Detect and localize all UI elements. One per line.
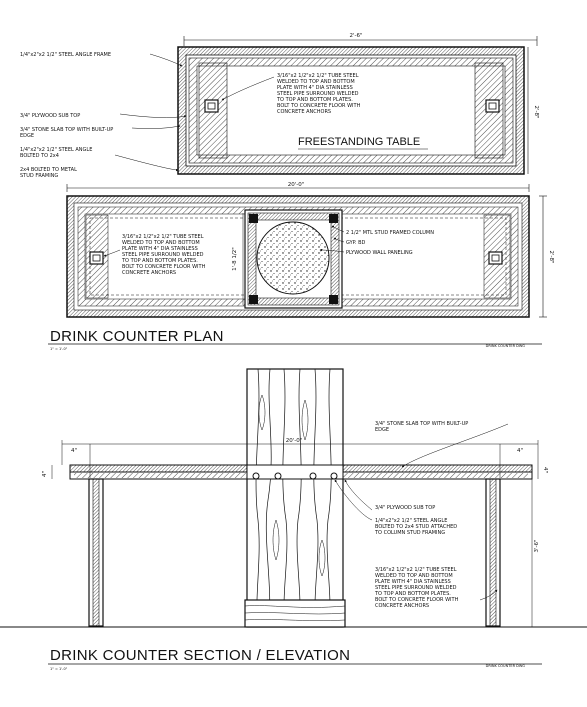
note-tube-steel-2: WELDED TO TOP AND BOTTOM — [277, 79, 355, 85]
plan-note-tube-3: PLATE WITH 4" DIA STAINLESS — [122, 246, 198, 252]
plan-sheet-ref: DRINK COUNTER DWG — [485, 344, 525, 348]
note-steel-angle-1: 1/4"x2"x2 1/2" STEEL ANGLE — [20, 147, 93, 153]
note-tube-steel-5: TO TOP AND BOTTOM PLATES. — [277, 97, 353, 103]
note-tube-steel-1: 3/16"x2 1/2"x2 1/2" TUBE STEEL — [277, 73, 359, 79]
section-note-angle-3: TO COLUMN STUD FRAMING — [375, 530, 446, 536]
section-note-tube-3: PLATE WITH 4" DIA STAINLESS — [375, 579, 451, 585]
section-overhang-left: 4" — [70, 448, 78, 454]
table-width-dim: 2'-6" — [349, 33, 363, 39]
section-note-tube-4: STEEL PIPE SURROUND WELDED — [375, 585, 457, 591]
plan-title-block — [48, 328, 542, 351]
note-steel-angle-2: BOLTED TO 2x4 — [20, 153, 59, 159]
plan-title: DRINK COUNTER PLAN — [50, 328, 224, 345]
plan-note-column: 2 1/2" MTL STUD FRAMED COLUMN — [346, 230, 434, 236]
section-thickness-left: 4" — [42, 470, 48, 478]
plan-note-tube-4: STEEL PIPE SURROUND WELDED — [122, 252, 204, 258]
plan-column-dim: 1'-8 1/2" — [232, 247, 238, 271]
note-plywood-sub: 3/4" PLYWOOD SUB TOP — [20, 113, 81, 119]
note-2x4-1: 2x4 BOLTED TO METAL — [20, 167, 77, 173]
freestanding-table-label: FREESTANDING TABLE — [298, 136, 421, 148]
section-note-tube-7: CONCRETE ANCHORS — [375, 603, 430, 609]
section-note-tube-2: WELDED TO TOP AND BOTTOM — [375, 573, 453, 579]
plan-note-tube-1: 3/16"x2 1/2"x2 1/2" TUBE STEEL — [122, 234, 204, 240]
plan-depth-dim: 2'-8" — [548, 250, 554, 264]
section-note-angle-2: BOLTED TO 2x4 STUD ATTACHED — [375, 524, 458, 530]
plan-note-tube-2: WELDED TO TOP AND BOTTOM — [122, 240, 200, 246]
plan-note-paneling: PLYWOOD WALL PANELING — [346, 250, 413, 256]
section-note-tube-6: BOLT TO CONCRETE FLOOR WITH — [375, 597, 459, 603]
note-tube-steel-4: STEEL PIPE SURROUND WELDED — [277, 91, 359, 97]
section-note-stone-2: EDGE — [375, 427, 390, 433]
note-stone-slab-1: 3/4" STONE SLAB TOP WITH BUILT-UP — [20, 127, 114, 133]
section-notes — [374, 421, 468, 609]
note-tube-steel-6: BOLT TO CONCRETE FLOOR WITH — [277, 103, 361, 109]
section-note-tube-5: TO TOP AND BOTTOM PLATES. — [375, 591, 451, 597]
plan-note-tube-5: TO TOP AND BOTTOM PLATES. — [122, 258, 198, 264]
plan-length-dim: 20'-0" — [287, 182, 305, 188]
section-height-dim: 3'-6" — [534, 539, 540, 553]
section-scale: 1" = 1'-0" — [50, 667, 68, 671]
plan-scale: 1" = 1'-0" — [50, 347, 68, 351]
section-note-stone-1: 3/4" STONE SLAB TOP WITH BUILT-UP — [375, 421, 469, 427]
section-thickness-right: 4" — [542, 466, 548, 474]
note-stone-slab-2: EDGE — [20, 133, 35, 139]
section-sheet-ref: DRINK COUNTER DWG — [485, 664, 525, 668]
plan-note-tube-7: CONCRETE ANCHORS — [122, 270, 177, 276]
section-title: DRINK COUNTER SECTION / ELEVATION — [50, 647, 351, 664]
table-height-dim: 2'-8" — [533, 105, 539, 119]
note-angle-frame: 1/4"x2"x2 1/2" STEEL ANGLE FRAME — [20, 52, 111, 58]
drink-counter-section — [0, 369, 587, 627]
section-note-tube-1: 3/16"x2 1/2"x2 1/2" TUBE STEEL — [375, 567, 457, 573]
section-title-block — [48, 647, 542, 671]
note-2x4-2: STUD FRAMING — [20, 173, 59, 179]
note-tube-steel-7: CONCRETE ANCHORS — [277, 109, 332, 115]
section-note-angle-1: 1/4"x2"x2 1/2" STEEL ANGLE — [375, 518, 448, 524]
section-length-dim: 20'-0" — [285, 438, 303, 444]
section-note-plywood: 3/4" PLYWOOD SUB TOP — [375, 505, 436, 511]
plan-note-tube-6: BOLT TO CONCRETE FLOOR WITH — [122, 264, 206, 270]
section-overhang-right: 4" — [516, 448, 524, 454]
plan-note-gwb: GYP. BD — [346, 240, 366, 246]
note-tube-steel-3: PLATE WITH 4" DIA STAINLESS — [277, 85, 353, 91]
